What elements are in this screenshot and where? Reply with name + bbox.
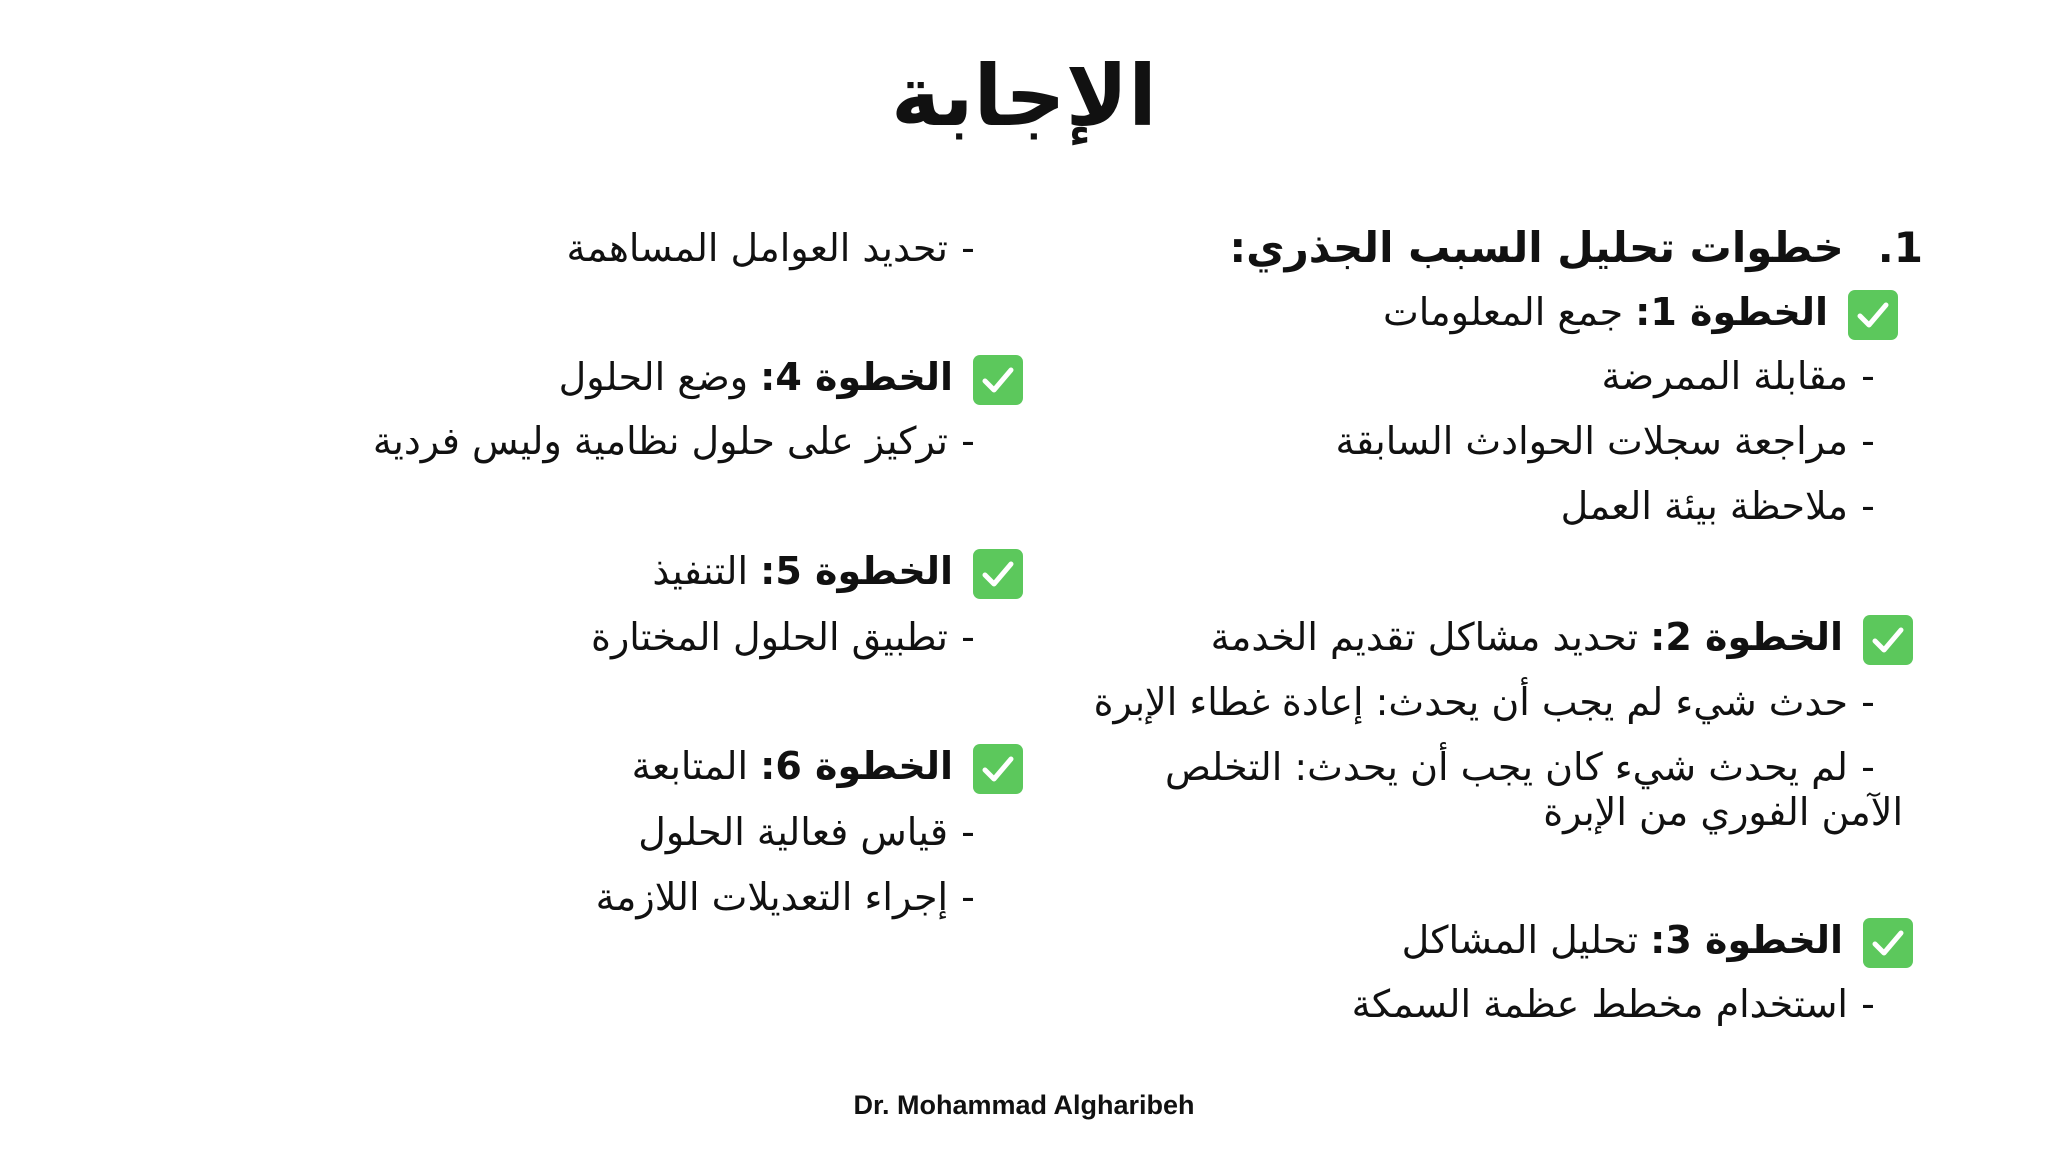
step-1-item-3: -ملاحظة بيئة العمل xyxy=(1560,484,1875,528)
step-1-item-1: -مقابلة الممرضة xyxy=(1601,354,1875,398)
page-title: الإجابة xyxy=(891,47,1157,145)
step-6-item-1: -قياس فعالية الحلول xyxy=(638,810,975,854)
step-6-text: المتابعة xyxy=(631,744,749,788)
check-mark-icon xyxy=(1848,290,1898,340)
step-3-item-2: -تحديد العوامل المساهمة xyxy=(566,226,975,270)
step-4-label: الخطوة 4: xyxy=(760,355,953,399)
check-mark-icon xyxy=(1863,918,1913,968)
step-3-text: تحليل المشاكل xyxy=(1401,918,1639,962)
check-mark-icon xyxy=(973,355,1023,405)
step-2-text: تحديد مشاكل تقديم الخدمة xyxy=(1210,615,1639,659)
step-2-item-1: -حدث شيء لم يجب أن يحدث: إعادة غطاء الإبرة xyxy=(1093,680,1875,724)
author-footer: Dr. Mohammad Algharibeh xyxy=(853,1090,1195,1120)
section-number: 1. xyxy=(1877,223,1923,272)
step-6-label: الخطوة 6: xyxy=(760,744,953,788)
step-5-item-1: -تطبيق الحلول المختارة xyxy=(591,615,975,659)
step-1-text: جمع المعلومات xyxy=(1382,290,1624,334)
step-6-item-2: -إجراء التعديلات اللازمة xyxy=(595,875,975,919)
step-3-item-1: -استخدام مخطط عظمة السمكة xyxy=(1351,982,1875,1026)
step-2-item-2: -لم يحدث شيء كان يجب أن يحدث: التخلص xyxy=(1165,745,1875,789)
step-5-label: الخطوة 5: xyxy=(760,549,953,593)
step-6-header xyxy=(632,740,1023,794)
check-mark-icon xyxy=(1863,615,1913,665)
step-2-header xyxy=(1211,611,1913,665)
step-4-header xyxy=(559,351,1023,405)
step-5-header xyxy=(652,545,1023,599)
check-mark-icon xyxy=(973,744,1023,794)
section-heading xyxy=(1229,222,1923,274)
step-5-text: التنفيذ xyxy=(652,549,749,593)
section-heading-text: خطوات تحليل السبب الجذري: xyxy=(1229,223,1844,272)
step-1-header xyxy=(1383,286,1898,340)
step-4-text: وضع الحلول xyxy=(558,355,749,399)
step-4-item-1: -تركيز على حلول نظامية وليس فردية xyxy=(372,419,975,463)
check-mark-icon xyxy=(973,549,1023,599)
step-3-header xyxy=(1402,914,1913,968)
step-1-label: الخطوة 1: xyxy=(1635,290,1828,334)
step-2-label: الخطوة 2: xyxy=(1650,615,1843,659)
step-2-item-2-wrap: الآمن الفوري من الإبرة xyxy=(1543,790,1903,834)
step-1-item-2: -مراجعة سجلات الحوادث السابقة xyxy=(1335,419,1875,463)
step-3-label: الخطوة 3: xyxy=(1650,918,1843,962)
